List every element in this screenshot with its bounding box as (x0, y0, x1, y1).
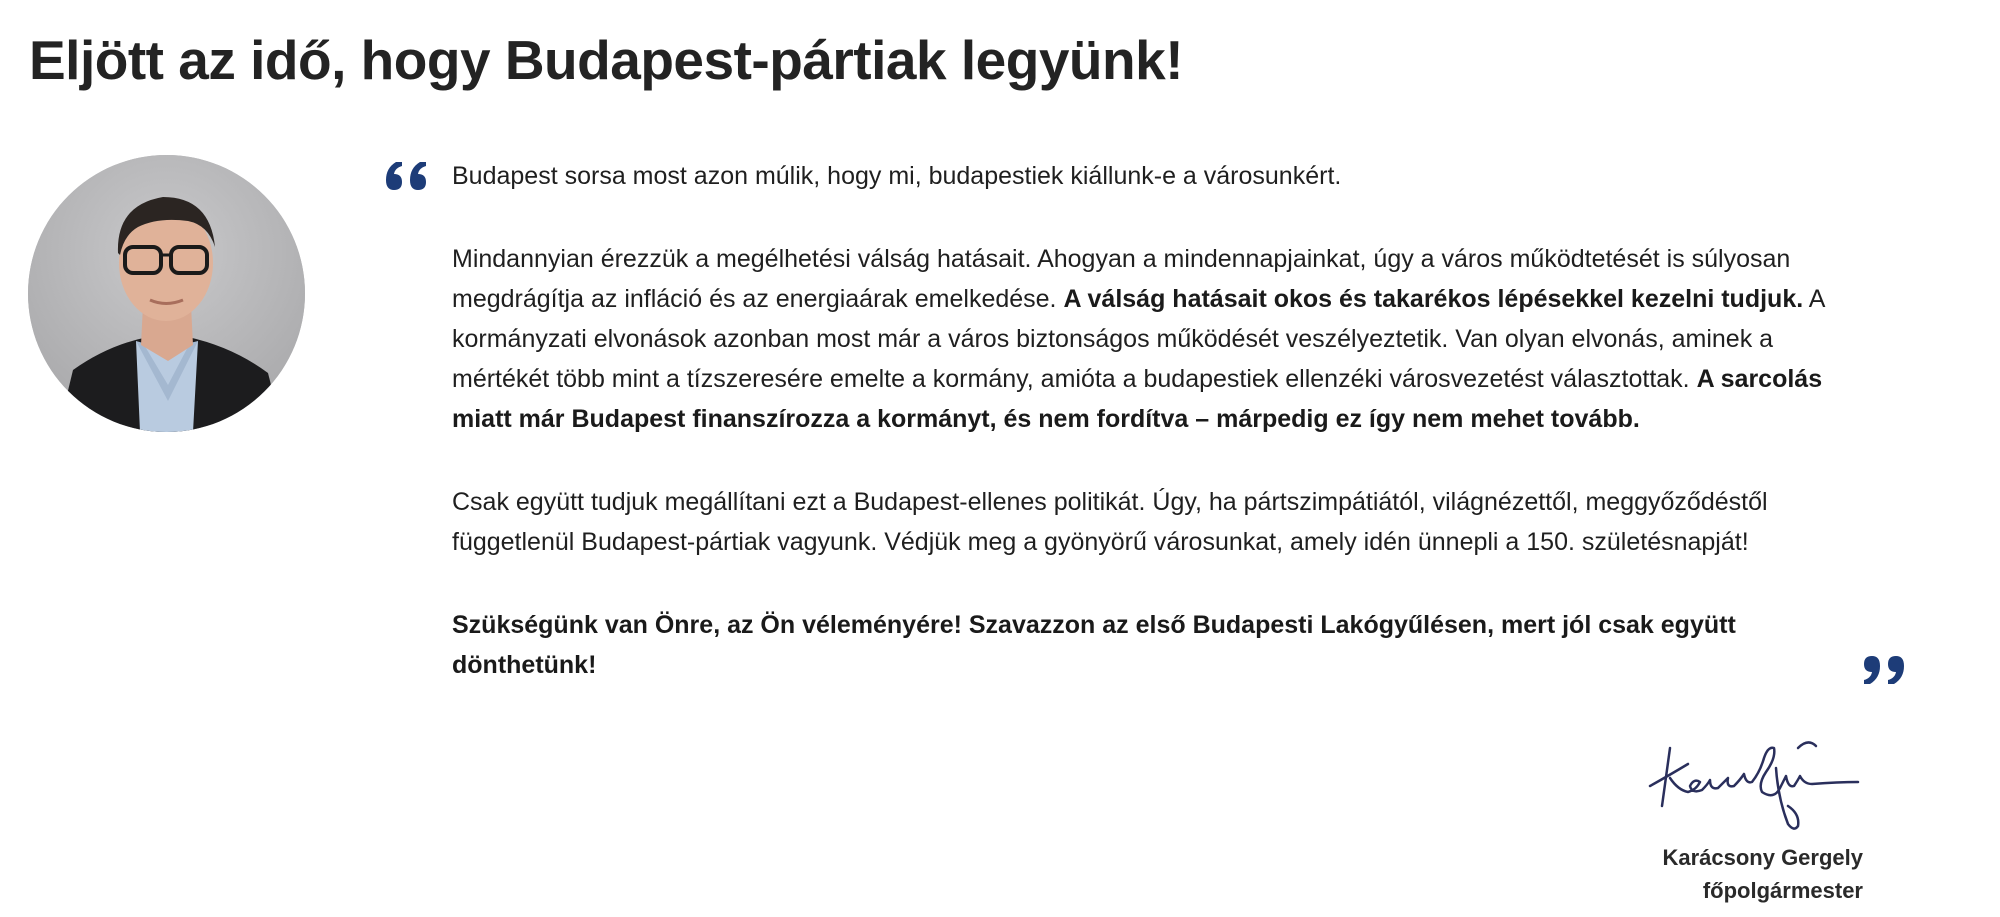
quote-paragraph-4 (452, 605, 1852, 685)
page-title: Eljött az idő, hogy Budapest-pártiak legyünk! (29, 29, 1184, 91)
author-name: Karácsony Gergely (1662, 845, 1863, 870)
author-portrait (28, 155, 305, 432)
quote-paragraph-3: Csak együtt tudjuk megállítani ezt a Budapest-ellenes politikát. Úgy, ha pártszimpátiától, világnézettől, meggyőződéstől függetlenül Budapest-pártiak vagyunk. Védjük meg a gyönyörű városunkat, amely idén ünnepli a 150. születésnapját! (452, 488, 1768, 556)
quote-paragraph-1: Budapest sorsa most azon múlik, hogy mi, budapestiek kiállunk-e a városunkért. (452, 162, 1342, 190)
quote-paragraph-2-emphasis-2: A sarcolás miatt már Budapest finanszírozza a kormányt, és nem fordítva – márpedig ez így nem mehet tovább. (452, 365, 1823, 433)
quote-call-to-action: Szükségünk van Önre, az Ön véleményére! Szavazzon az első Budapesti Lakógyűlésen, mert jól csak együtt dönthetünk! (452, 611, 1736, 679)
quote-paragraph-2-part-1: Mindannyian érezzük a megélhetési válság hatásait. Ahogyan a mindennapjainkat, úgy a város működtetését is súlyosan megdrágítja az infláció és az energiaárak emelkedése. (452, 245, 1791, 313)
quote-paragraph-2-part-2: A kormányzati elvonások azonban most már a város biztonságos működését veszélyeztetik. Van olyan elvonás, aminek a mértékét több mint a tízszeresére emelte a kormány, amióta a budapestiek ellenzéki városvezetést választottak. (452, 285, 1825, 393)
quote-paragraph-2-emphasis-1: A válság hatásait okos és takarékos lépésekkel kezelni tudjuk. (1063, 285, 1804, 313)
quote-body (452, 156, 1852, 685)
opening-quote-icon (384, 160, 428, 197)
closing-quote-icon (1862, 654, 1906, 691)
author-title: főpolgármester (1702, 878, 1863, 903)
quote-paragraph-2 (452, 239, 1852, 439)
author-signature (1648, 728, 1868, 843)
